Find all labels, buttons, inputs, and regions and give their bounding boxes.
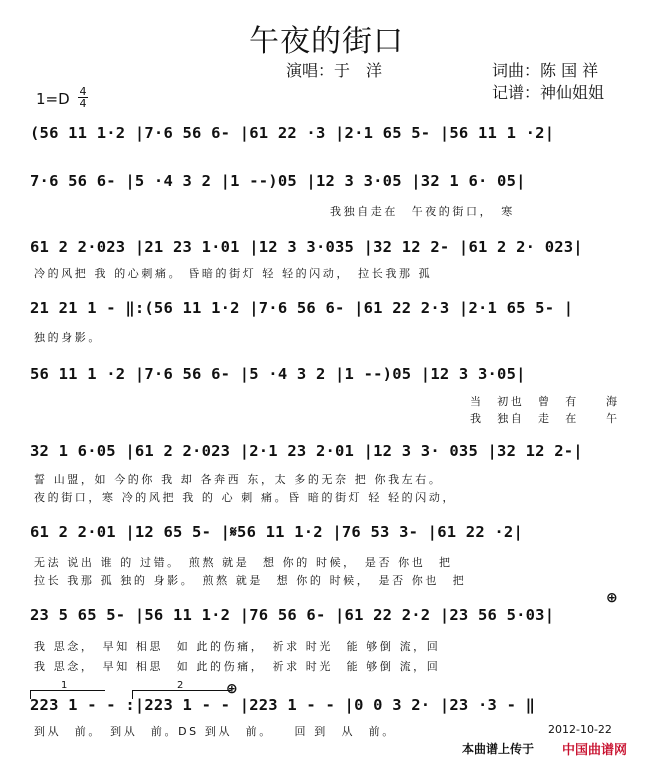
notation-line: 32 1 6·05 |61 2 2·023 |2·1 23 2·01 |12 3 3· 035 |32 12 2-| — [30, 442, 583, 460]
composer-credit: 词曲：陈 国 祥 — [492, 61, 599, 80]
lyric-line: 拉长 我那 孤 独的 身影。 煎熬 就是 想 你的 时候， 是否 你也 把 — [34, 574, 467, 587]
date-stamp: 2012-10-22 — [548, 723, 612, 736]
notation-line: 223 1 - - :|223 1 - - |223 1 - - |0 0 3 2· |23 ·3 - ‖ — [30, 696, 536, 714]
volta-number: 1 — [61, 680, 68, 691]
lyric-line: 我 思念， 早知 相思 如 此的伤痛， 祈求 时光 能 够倒 流，回 — [34, 640, 441, 653]
lyric-line: 我独自走在 午夜的街口， 寒 — [330, 205, 515, 218]
notation-line: 61 2 2·023 |21 23 1·01 |12 3 3·035 |32 12 2- |61 2 2· 023| — [30, 238, 583, 256]
notation-line: 56 11 1 ·2 |7·6 56 6- |5 ·4 3 2 |1 --)05 |12 3 3·05| — [30, 365, 526, 383]
key-signature: 1=D — [36, 90, 70, 108]
notation-line: 23 5 65 5- |56 11 1·2 |76 56 6- |61 22 2·2 |23 56 5·03| — [30, 606, 555, 624]
lyric-line: 独的身影。 — [34, 331, 102, 344]
singer-credit: 演唱：于 洋 — [286, 61, 383, 80]
time-signature-bottom: 4 — [79, 97, 87, 110]
notation-line: 61 2 2·01 |12 65 5- |𝄋56 11 1·2 |76 53 3- |61 22 ·2| — [30, 523, 523, 541]
time-signature-top: 4 — [79, 85, 87, 98]
notation-line: 21 21 1 - ‖:(56 11 1·2 |7·6 56 6- |61 22 2·3 |2·1 65 5- | — [30, 299, 574, 317]
site-logo: 中国曲谱网 — [562, 743, 628, 758]
lyric-line: 我 思念， 早知 相思 如 此的伤痛， 祈求 时光 能 够倒 流，回 — [34, 660, 441, 673]
transcriber-credit: 记谱：神仙姐姐 — [492, 83, 605, 102]
upload-note: 本曲谱上传于 — [462, 742, 535, 756]
lyric-line: 到从 前。 到从 前。DS 到从 前。 回 到 从 前。 — [34, 725, 396, 738]
lyric-line: 冷的风把 我 的心刺痛。 昏暗的街灯 轻 轻的闪动， 拉长我那 孤 — [34, 267, 433, 280]
lyric-line: 我 独自 走 在 午 — [470, 412, 620, 425]
volta-number: 2 — [177, 680, 184, 691]
lyric-line: 誓 山盟，如 今的你 我 却 各奔西 东，太 多的无奈 把 你我左右。 — [34, 473, 443, 486]
lyric-line: 夜的街口，寒 冷的风把 我 的 心 刺 痛。昏 暗的街灯 轻 轻的闪动， — [34, 491, 457, 504]
coda-mark: ⊕ — [226, 681, 238, 697]
notation-line: (56 11 1·2 |7·6 56 6- |61 22 ·3 |2·1 65 5- |56 11 1 ·2| — [30, 124, 555, 142]
time-signature — [78, 86, 88, 109]
lyric-line: 无法 说出 谁 的 过错。 煎熬 就是 想 你的 时候， 是否 你也 把 — [34, 556, 453, 569]
coda-mark: ⊕ — [606, 590, 618, 606]
lyric-line: 当 初也 曾 有 海 — [470, 395, 620, 408]
page-title: 午夜的街口 — [249, 24, 404, 59]
notation-line: 7·6 56 6- |5 ·4 3 2 |1 --)05 |12 3 3·05 |32 1 6· 05| — [30, 172, 526, 190]
